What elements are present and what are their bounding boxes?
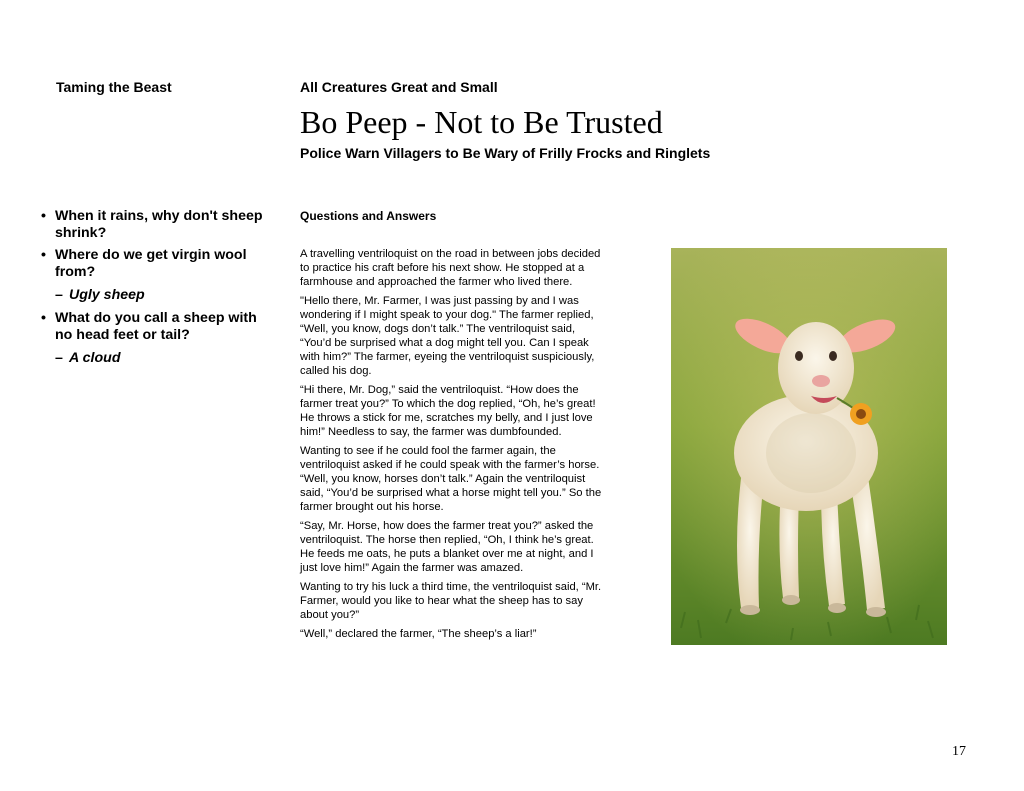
riddle-item [40, 310, 275, 344]
subheadline: Police Warn Villagers to Be Wary of Frilly Frocks and Ringlets [300, 145, 711, 161]
bullet-icon: • [41, 208, 46, 224]
section-label-main: All Creatures Great and Small [300, 79, 498, 95]
story-paragraph: Wanting to try his luck a third time, the ventriloquist said, “Mr. Farmer, would you like to hear what the sheep has to say about you?” [300, 581, 602, 621]
riddle-answer-text: A cloud [69, 350, 121, 366]
dash-icon: – [55, 350, 63, 366]
joke-story [300, 247, 606, 646]
riddle-question: Where do we get virgin wool from? [55, 247, 247, 280]
headline: Bo Peep - Not to Be Trusted [300, 104, 663, 140]
story-paragraph: A travelling ventriloquist on the road in between jobs decided to practice his craft before his next show. He stopped at a farmhouse and approached the farmer who lived there. [300, 248, 601, 288]
riddle-question: When it rains, why don't sheep shrink? [55, 208, 263, 241]
riddle-list [40, 208, 275, 373]
lamb-illustration [671, 248, 947, 645]
riddle-question: What do you call a sheep with no head feet or tail? [55, 310, 257, 343]
riddle-answer [40, 350, 275, 367]
riddle-item [40, 208, 275, 242]
riddle-item [40, 247, 275, 281]
story-paragraph: “Well,” declared the farmer, “The sheep’s a liar!” [300, 628, 537, 640]
story-paragraph: Wanting to see if he could fool the farmer again, the ventriloquist asked if he could speak with the farmer’s horse. “Well, you know, horses don’t talk.” Again the ventriloquist said, “You’d be surprised what a horse might tell you.” So the farmer brought out his horse. [300, 445, 602, 513]
story-paragraph: “Hi there, Mr. Dog,” said the ventriloquist. “How does the farmer treat you?” To which the dog replied, “Oh, he’s great! He throws a stick for me, scratches my belly, and I just love him!” Needless to say, the farmer was dumbfounded. [300, 384, 596, 438]
story-paragraph: "Hello there, Mr. Farmer, I was just passing by and I was wondering if I might speak to your dog." The farmer replied, “Well, you know, dogs don’t talk.” The ventriloquist said, “You’d be surprised what a dog might tell you. Can I speak with him?” The farmer, eyeing the ventriloquist suspiciously, called his dog. [300, 295, 595, 377]
section-label-left: Taming the Beast [56, 79, 172, 95]
qa-heading: Questions and Answers [300, 209, 437, 223]
dash-icon: – [55, 287, 63, 303]
bullet-icon: • [41, 247, 46, 263]
riddle-answer-text: Ugly sheep [69, 287, 145, 303]
page-number: 17 [952, 744, 966, 759]
bullet-icon: • [41, 310, 46, 326]
lamb-photo [671, 248, 947, 645]
riddle-answer [40, 287, 275, 304]
story-paragraph: “Say, Mr. Horse, how does the farmer treat you?” asked the ventriloquist. The horse then replied, “Oh, I think he’s great. He feeds me oats, he puts a blanket over me at night, and I just love him!” Again the farmer was amazed. [300, 520, 594, 574]
